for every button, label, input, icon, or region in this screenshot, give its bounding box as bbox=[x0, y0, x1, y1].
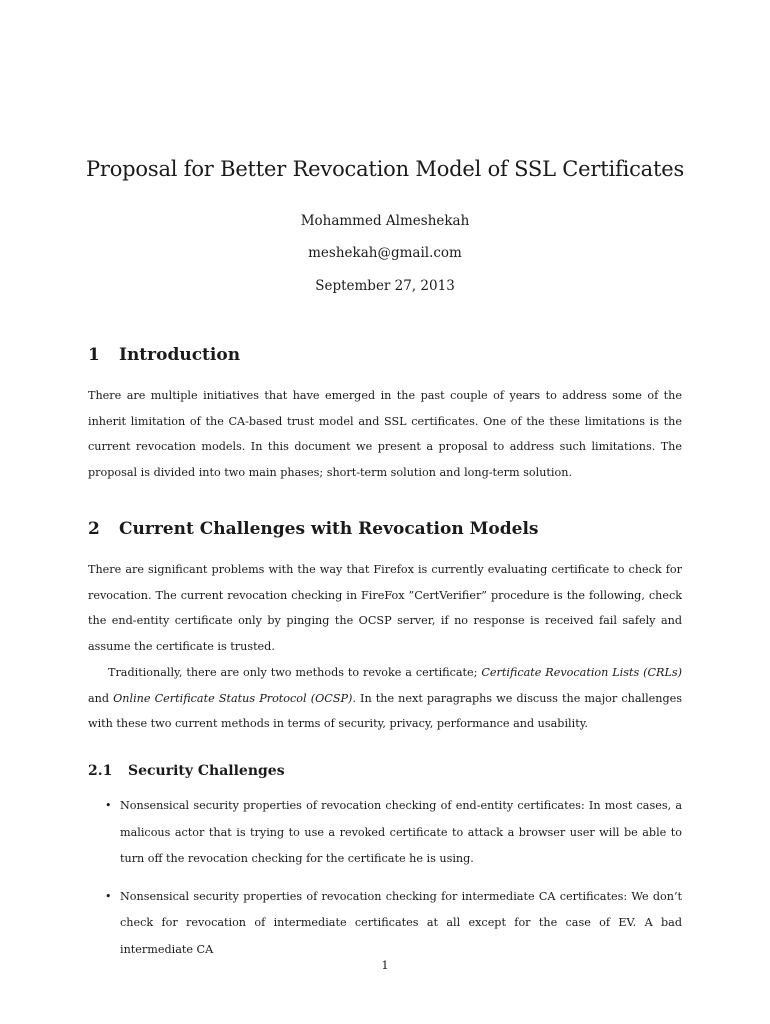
paragraph-text: Traditionally, there are only two methods to revoke a certificate; bbox=[108, 666, 482, 679]
page-number: 1 bbox=[381, 958, 389, 972]
ocsp-term: Online Certificate Status Protocol (OCSP) bbox=[113, 691, 353, 705]
bullet-icon: • bbox=[105, 799, 112, 812]
list-item bbox=[88, 793, 682, 873]
section-heading-introduction bbox=[88, 345, 240, 365]
paragraph-text: . In the next paragraphs we discuss the major challenges with these two current methods in terms of security, privacy, performance and usability. bbox=[88, 691, 682, 731]
subsection-number: 2.1 bbox=[88, 763, 113, 779]
section-heading-current-challenges bbox=[88, 519, 539, 539]
introduction-paragraph: There are multiple initiatives that have emerged in the past couple of years to address some of the inherit limitation of the CA-based trust model and SSL certificates. One of the these limitations is the current revocation models. In this document we present a proposal to address such limitations. The proposal is divided into two main phases; short-term solution and long-term solution. bbox=[88, 389, 682, 480]
crl-term: Certificate Revocation Lists (CRLs) bbox=[481, 666, 682, 679]
paragraph-text: and bbox=[88, 691, 114, 705]
challenges-paragraph-1: There are significant problems with the way that Firefox is currently evaluating certificate to check for revocation. The current revocation checking in FireFox ”CertVerifier” procedure is the following, check the end-entity certificate only by pinging the OCSP server, if no response is received fail safely and assume the certificate is trusted. bbox=[88, 563, 682, 654]
section-title: Introduction bbox=[119, 345, 241, 365]
list-item bbox=[88, 884, 682, 964]
author-name: Mohammed Almeshekah bbox=[300, 213, 470, 229]
section-number: 2 bbox=[88, 519, 100, 539]
challenges-paragraph-2 bbox=[88, 660, 682, 737]
list-item-text: Nonsensical security properties of revocation checking for intermediate CA certificates: We don’t check for revocation of intermediate certificates at all except for the case of EV. A bad intermediate CA bbox=[120, 889, 682, 956]
section-title: Current Challenges with Revocation Models bbox=[119, 519, 539, 539]
bullet-icon: • bbox=[105, 889, 112, 903]
author-email: meshekah@gmail.com bbox=[308, 245, 462, 261]
paper-title: Proposal for Better Revocation Model of SSL Certificates bbox=[85, 157, 685, 181]
section-number: 1 bbox=[88, 345, 100, 365]
publication-date: September 27, 2013 bbox=[315, 278, 455, 294]
subsection-title: Security Challenges bbox=[128, 763, 285, 779]
subsection-heading-security-challenges bbox=[88, 763, 285, 779]
list-item-text: Nonsensical security properties of revocation checking of end-entity certificates: In most cases, a malicous actor that is trying to use a revoked certificate to attack a browser user will be able to turn off the revocation checking for the certificate he is using. bbox=[120, 799, 682, 865]
security-challenges-list bbox=[88, 793, 682, 974]
